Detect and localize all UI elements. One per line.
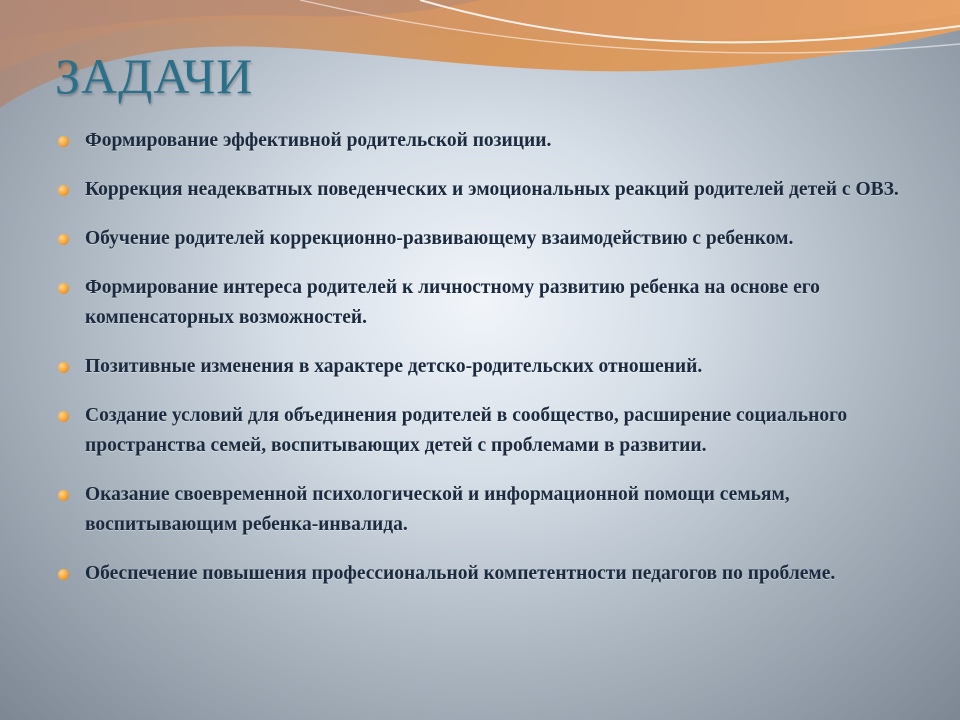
list-item-text: Обучение родителей коррекционно-развивающему взаимодействию с ребенком. bbox=[85, 228, 794, 249]
task-list bbox=[58, 126, 918, 608]
list-item-text: Создание условий для объединения родителей в сообщество, расширение социального пространства семей, воспитывающих детей с проблемами в развитии. bbox=[85, 405, 848, 456]
list-item bbox=[58, 480, 918, 540]
list-item bbox=[58, 126, 918, 156]
list-item bbox=[58, 352, 918, 382]
list-item-text: Позитивные изменения в характере детско-родительских отношений. bbox=[85, 356, 703, 377]
list-item-text: Обеспечение повышения профессиональной компетентности педагогов по проблеме. bbox=[85, 563, 836, 584]
list-item bbox=[58, 175, 918, 205]
bullet-icon bbox=[58, 411, 69, 422]
list-item bbox=[58, 559, 918, 589]
list-item bbox=[58, 273, 918, 333]
bullet-icon bbox=[58, 136, 69, 147]
bullet-icon bbox=[58, 490, 69, 501]
list-item bbox=[58, 224, 918, 254]
list-item-text: Коррекция неадекватных поведенческих и эмоциональных реакций родителей детей с ОВЗ. bbox=[85, 179, 899, 200]
bullet-icon bbox=[58, 185, 69, 196]
slide-title: ЗАДАЧИ bbox=[55, 48, 254, 104]
list-item-text: Формирование эффективной родительской позиции. bbox=[85, 130, 552, 151]
list-item-text: Оказание своевременной психологической и информационной помощи семьям, воспитывающим ребенка-инвалида. bbox=[85, 484, 790, 535]
bullet-icon bbox=[58, 283, 69, 294]
bullet-icon bbox=[58, 234, 69, 245]
list-item-text: Формирование интереса родителей к личностному развитию ребенка на основе его компенсаторных возможностей. bbox=[85, 277, 820, 328]
bullet-icon bbox=[58, 569, 69, 580]
list-item bbox=[58, 401, 918, 461]
bullet-icon bbox=[58, 362, 69, 373]
